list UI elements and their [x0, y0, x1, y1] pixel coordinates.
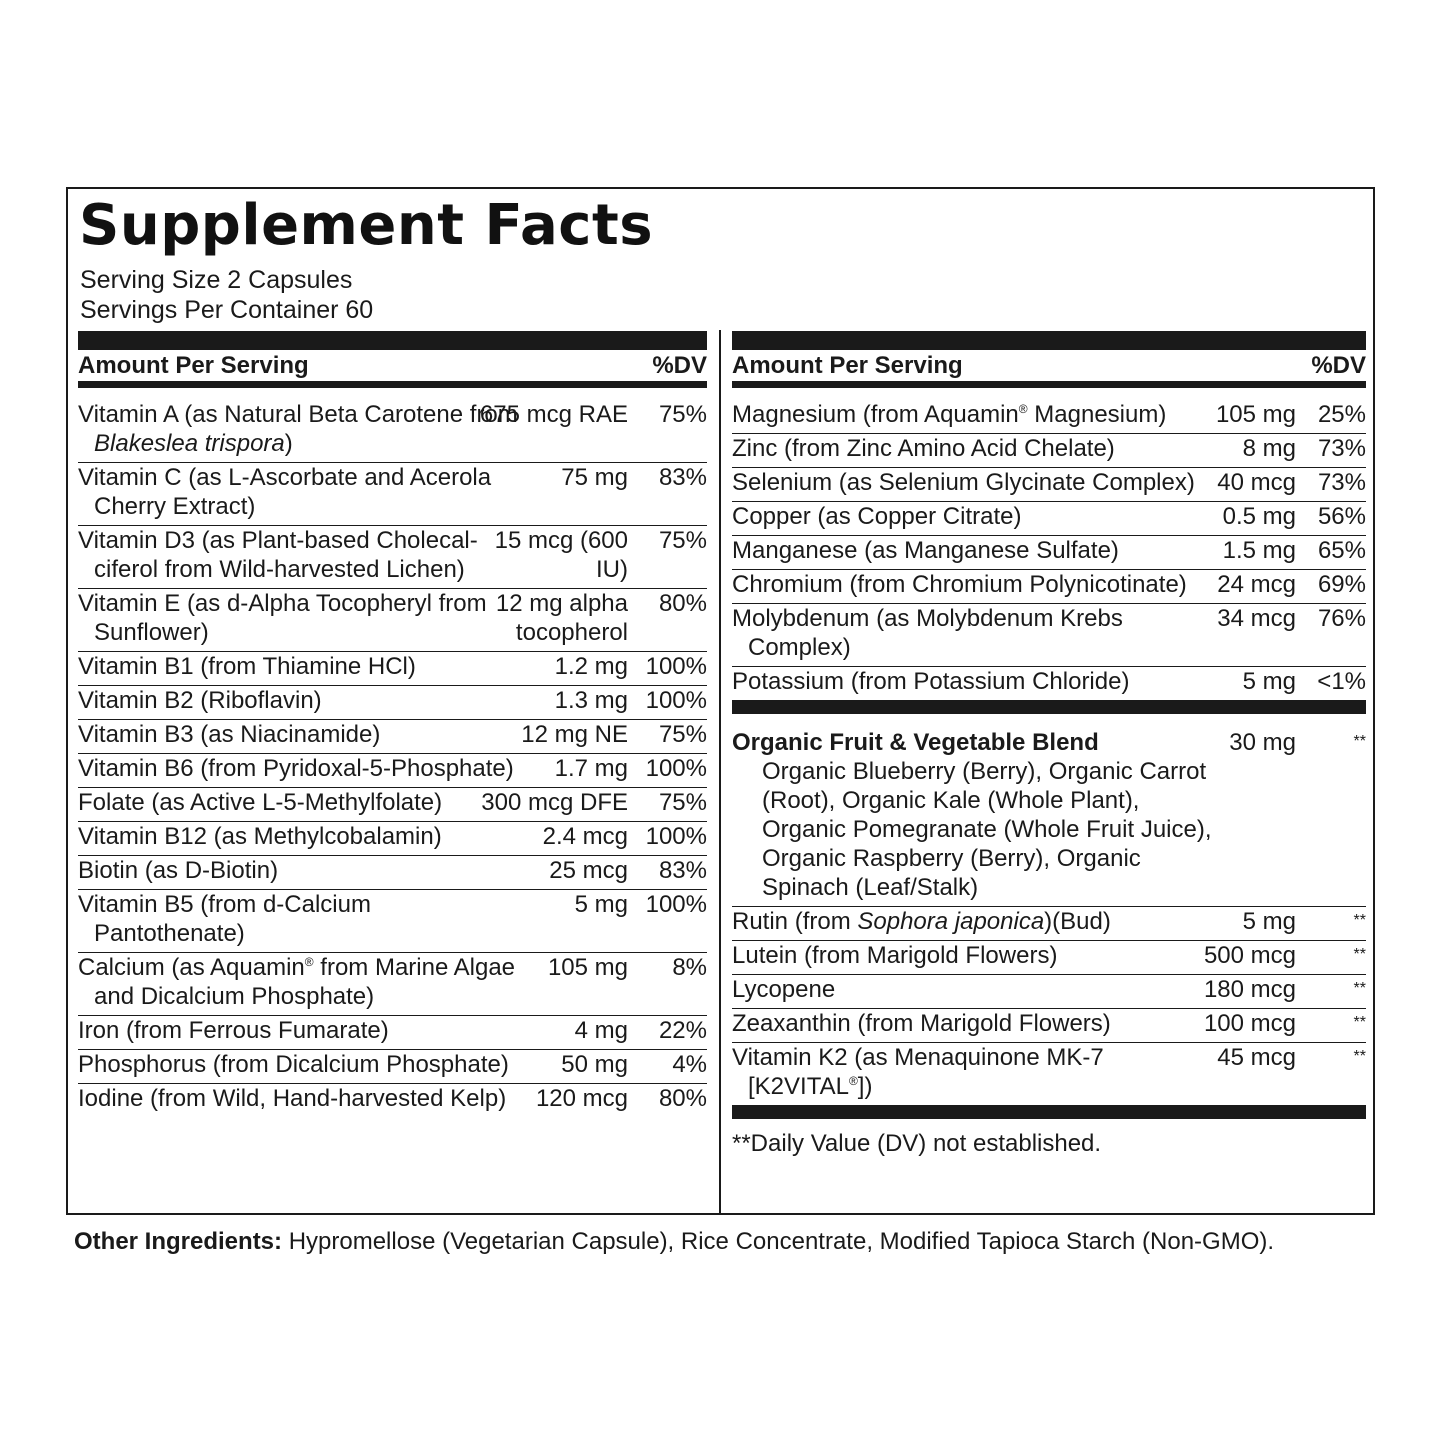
dv-header: %DV	[1311, 352, 1366, 379]
nutrient-dv: **	[1353, 1048, 1366, 1065]
nutrient-name: Biotin (as D-Biotin)	[78, 857, 279, 884]
thick-rule	[732, 331, 1366, 350]
nutrient-amount: 45 mcg	[1217, 1044, 1296, 1071]
nutrient-name: Selenium (as Selenium Glycinate Complex)	[732, 469, 1195, 496]
column-divider	[719, 330, 721, 1215]
nutrient-row	[78, 754, 707, 788]
nutrient-name: Lycopene	[732, 976, 836, 1003]
nutrient-dv: 75%	[658, 401, 707, 428]
nutrient-amount: 300 mcg DFE	[481, 789, 628, 816]
nutrient-name: Manganese (as Manganese Sulfate)	[732, 537, 1119, 564]
nutrient-name-part: Vitamin K2 (as Menaquinone MK-7 [K2VITAL	[732, 1044, 1104, 1100]
nutrient-row	[732, 941, 1366, 975]
servings-per-container: Servings Per Container 60	[80, 296, 374, 324]
nutrient-row	[732, 388, 1366, 434]
nutrient-row	[78, 1084, 707, 1117]
nutrient-name: Vitamin C (as L-Ascorbate and Acerola Cherry Extract)	[78, 464, 492, 520]
nutrient-name: Chromium (from Chromium Polynicotinate)	[732, 571, 1187, 598]
nutrient-dv: 100%	[645, 687, 707, 714]
nutrient-dv: 22%	[658, 1017, 707, 1044]
blend-title: Organic Fruit & Vegetable Blend	[732, 729, 1099, 756]
nutrient-dv: 100%	[645, 891, 707, 918]
nutrient-dv: 100%	[645, 823, 707, 850]
header-rule	[732, 381, 1366, 388]
nutrient-dv: 80%	[658, 1085, 707, 1112]
nutrient-amount: 5 mg	[574, 891, 628, 918]
nutrient-row	[732, 434, 1366, 468]
nutrient-row	[732, 570, 1366, 604]
nutrient-dv: 76%	[1317, 605, 1366, 632]
header-rule	[78, 381, 707, 388]
nutrient-row	[78, 589, 707, 652]
serving-size: Serving Size 2 Capsules	[80, 266, 353, 294]
nutrient-amount: 24 mcg	[1217, 571, 1296, 598]
nutrient-dv: **	[1353, 946, 1366, 963]
nutrient-dv: 100%	[645, 755, 707, 782]
section-rule	[732, 1105, 1366, 1119]
nutrient-name	[78, 400, 524, 458]
nutrient-name: Vitamin B12 (as Methylcobalamin)	[78, 823, 442, 850]
nutrient-name-part: Calcium (as Aquamin	[78, 954, 305, 981]
nutrient-amount: 15 mcg (600 IU)	[494, 527, 628, 583]
nutrient-amount: 500 mcg	[1203, 942, 1296, 969]
nutrient-dv: **	[1353, 912, 1366, 929]
nutrient-dv: 4%	[672, 1051, 707, 1078]
nutrient-name: Vitamin B6 (from Pyridoxal-5-Phosphate)	[78, 755, 514, 782]
amount-header: Amount Per Serving	[78, 352, 309, 379]
footnote: **Daily Value (DV) not established.	[732, 1130, 1102, 1157]
nutrient-amount: 34 mcg	[1217, 605, 1296, 632]
nutrient-row	[732, 536, 1366, 570]
registered-mark: ®	[848, 1074, 858, 1088]
nutrient-amount: 675 mcg RAE	[479, 401, 628, 428]
left-column	[78, 331, 707, 1117]
nutrient-amount: 40 mcg	[1217, 469, 1296, 496]
nutrient-name-part: Vitamin A (as Natural Beta Carotene from	[78, 401, 518, 428]
nutrient-dv: 75%	[658, 527, 707, 554]
nutrient-row	[78, 388, 707, 463]
nutrient-name: Molybdenum (as Molybdenum Krebs Complex)	[732, 605, 1123, 661]
nutrient-row	[78, 720, 707, 754]
blend-amount: 30 mg	[1229, 729, 1296, 756]
nutrient-name: Phosphorus (from Dicalcium Phosphate)	[78, 1051, 509, 1078]
blend-ingredients: Organic Blueberry (Berry), Organic Carrot (Root), Organic Kale (Whole Plant), Organic Pomegranate (Whole Fruit Juice), Organic Raspberry (Berry), Organic Spinach (Leaf/Stalk)	[762, 758, 1212, 901]
nutrient-dv: 83%	[658, 857, 707, 884]
nutrient-row	[78, 686, 707, 720]
other-ingredients	[74, 1227, 1274, 1257]
nutrient-name: Copper (as Copper Citrate)	[732, 503, 1022, 530]
nutrient-dv: 69%	[1317, 571, 1366, 598]
nutrient-dv: 100%	[645, 653, 707, 680]
amount-header: Amount Per Serving	[732, 352, 963, 379]
registered-mark: ®	[304, 955, 314, 969]
nutrient-amount: 1.3 mg	[554, 687, 628, 714]
nutrient-name-italic: Blakeslea trispora	[94, 430, 285, 457]
nutrient-row	[732, 975, 1366, 1009]
nutrient-row	[78, 1016, 707, 1050]
nutrient-dv: 75%	[658, 789, 707, 816]
nutrient-name: Zeaxanthin (from Marigold Flowers)	[732, 1010, 1111, 1037]
nutrient-dv: 75%	[658, 721, 707, 748]
nutrient-name: Iodine (from Wild, Hand-harvested Kelp)	[78, 1085, 507, 1112]
nutrient-name: Vitamin B5 (from d-Calcium Pantothenate)	[78, 891, 371, 947]
section-rule	[732, 700, 1366, 714]
other-ingredients-label: Other Ingredients:	[74, 1228, 283, 1255]
nutrient-row	[78, 526, 707, 589]
column-header	[732, 350, 1366, 381]
nutrient-amount: 120 mcg	[535, 1085, 628, 1112]
nutrient-name: Iron (from Ferrous Fumarate)	[78, 1017, 389, 1044]
nutrient-name-part: Rutin (from	[732, 908, 858, 935]
nutrient-name: Vitamin B3 (as Niacinamide)	[78, 721, 381, 748]
nutrient-name: Vitamin B1 (from Thiamine HCl)	[78, 653, 416, 680]
nutrient-amount: 2.4 mcg	[542, 823, 628, 850]
nutrient-amount: 5 mg	[1242, 908, 1296, 935]
nutrient-amount: 25 mcg	[549, 857, 628, 884]
nutrient-dv: 65%	[1317, 537, 1366, 564]
nutrient-row	[732, 1009, 1366, 1043]
nutrient-row	[78, 890, 707, 953]
nutrient-row	[732, 907, 1366, 941]
nutrient-dv: 73%	[1317, 469, 1366, 496]
nutrient-name: Vitamin D3 (as Plant-based Cholecal-ciferol from Wild-harvested Lichen)	[78, 527, 478, 583]
nutrient-name-part: from Marine Algae and Dicalcium Phosphate)	[94, 954, 516, 1010]
nutrient-amount: 1.2 mg	[554, 653, 628, 680]
blend-row	[732, 714, 1366, 907]
nutrient-name: Folate (as Active L-5-Methylfolate)	[78, 789, 443, 816]
nutrient-amount: 12 mg alpha tocopherol	[495, 590, 628, 646]
nutrient-name	[78, 953, 524, 1011]
nutrient-row	[78, 652, 707, 686]
nutrient-amount: 50 mg	[561, 1051, 628, 1078]
nutrient-amount: 105 mg	[1215, 401, 1296, 428]
nutrient-dv: 25%	[1317, 401, 1366, 428]
nutrient-name: Lutein (from Marigold Flowers)	[732, 942, 1058, 969]
nutrient-name: Zinc (from Zinc Amino Acid Chelate)	[732, 435, 1115, 462]
nutrient-amount: 180 mcg	[1203, 976, 1296, 1003]
nutrient-dv: 73%	[1317, 435, 1366, 462]
nutrient-row	[78, 953, 707, 1016]
nutrient-name-part: Magnesium)	[1027, 401, 1167, 428]
thick-rule	[78, 331, 707, 350]
blend-dv: **	[1353, 733, 1366, 750]
nutrient-row	[78, 463, 707, 526]
nutrient-dv: 8%	[672, 954, 707, 981]
nutrient-row	[732, 604, 1366, 667]
nutrient-dv: **	[1353, 980, 1366, 997]
nutrient-amount: 12 mg NE	[521, 721, 628, 748]
nutrient-amount: 1.7 mg	[554, 755, 628, 782]
nutrient-row	[732, 502, 1366, 536]
column-header	[78, 350, 707, 381]
nutrient-row	[78, 856, 707, 890]
nutrient-row	[78, 788, 707, 822]
nutrient-amount: 100 mcg	[1203, 1010, 1296, 1037]
nutrient-name: Vitamin B2 (Riboflavin)	[78, 687, 322, 714]
nutrient-amount: 5 mg	[1242, 668, 1296, 695]
right-column	[732, 331, 1366, 1159]
dv-header: %DV	[652, 352, 707, 379]
nutrient-row	[78, 822, 707, 856]
nutrient-name-part: ])	[857, 1073, 873, 1100]
nutrient-dv: 56%	[1317, 503, 1366, 530]
registered-mark: ®	[1018, 402, 1028, 416]
nutrient-dv: 80%	[658, 590, 707, 617]
nutrient-amount: 4 mg	[574, 1017, 628, 1044]
nutrient-name-part: )(Bud)	[1044, 908, 1111, 935]
nutrient-dv: **	[1353, 1014, 1366, 1031]
nutrient-name-italic: Sophora japonica	[857, 908, 1045, 935]
nutrient-amount: 8 mg	[1242, 435, 1296, 462]
nutrient-name-part: Magnesium (from Aquamin	[732, 401, 1019, 428]
nutrient-row	[732, 468, 1366, 502]
nutrient-amount: 105 mg	[547, 954, 628, 981]
nutrient-amount: 75 mg	[561, 464, 628, 491]
panel-title: Supplement Facts	[79, 193, 654, 258]
nutrient-name: Potassium (from Potassium Chloride)	[732, 668, 1130, 695]
other-ingredients-text: Hypromellose (Vegetarian Capsule), Rice Concentrate, Modified Tapioca Starch (Non-GMO).	[282, 1228, 1275, 1255]
nutrient-amount: 0.5 mg	[1222, 503, 1296, 530]
nutrient-amount: 1.5 mg	[1222, 537, 1296, 564]
nutrient-dv: 83%	[658, 464, 707, 491]
nutrient-name-part: )	[284, 430, 293, 457]
nutrient-row	[732, 1043, 1366, 1105]
nutrient-dv: <1%	[1317, 668, 1366, 695]
nutrient-name: Vitamin E (as d-Alpha Tocopheryl from Sunflower)	[78, 590, 487, 646]
nutrient-row	[78, 1050, 707, 1084]
nutrient-row	[732, 667, 1366, 700]
